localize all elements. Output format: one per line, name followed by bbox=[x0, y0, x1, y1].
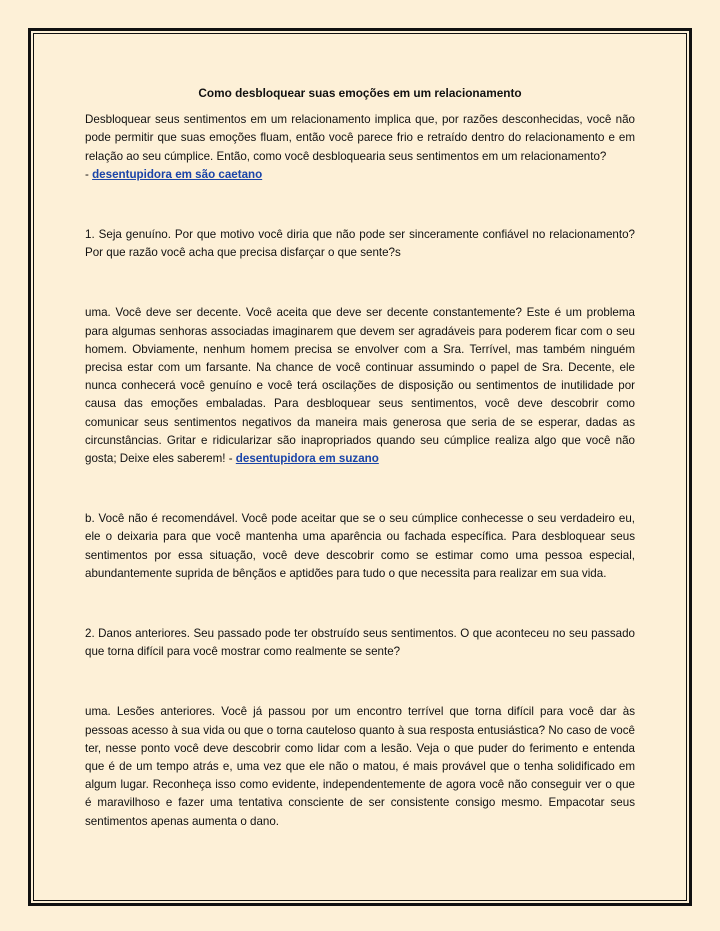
section-1b-paragraph: b. Você não é recomendável. Você pode aceitar que se o seu cúmplice conhecesse o seu verdadeiro eu, ele o deixaria para que você mantenha uma aparência ou fachada específica. Para desbloquear seus sentimentos por essa situação, você deve descobrir como se estimar como uma pessoa especial, abundantemente suprida de bênçãos e aptidões para tudo o que necessita para realizar em sua vida. bbox=[85, 512, 635, 580]
link-desentupidora-suzano[interactable]: desentupidora em suzano bbox=[235, 452, 379, 466]
spacer bbox=[85, 468, 635, 510]
intro-text: Desbloquear seus sentimentos em um relacionamento implica que, por razões desconhecidas, você não pode permitir que suas emoções fluam, então você parece frio e retraído dentro do relacionamento e em relação ao seu cúmplice. Então, como você desbloquearia seus sentimentos em um relacionamento? bbox=[85, 113, 635, 163]
section-2-paragraph: 2. Danos anteriores. Seu passado pode ter obstruído seus sentimentos. O que aconteceu no seu passado que torna difícil para você mostrar como realmente se sente? bbox=[85, 627, 635, 659]
intro-paragraph bbox=[85, 111, 635, 184]
section-1-paragraph: 1. Seja genuíno. Por que motivo você diria que não pode ser sinceramente confiável no relacionamento? Por que razão você acha que precisa disfarçar o que sente?s bbox=[85, 228, 635, 260]
document-title: Como desbloquear suas emoções em um relacionamento bbox=[198, 86, 522, 100]
section-1a-link-prefix: - bbox=[225, 452, 236, 466]
section-1a-text: uma. Você deve ser decente. Você aceita que deve ser decente constantemente? Este é um problema para algumas senhoras associadas imaginarem que devem ser agradáveis para poderem ficar com o seu homem. Obviamente, nenhum homem precisa se envolver com a Sra. Terrível, mas também ninguém precisa estar com um farsante. Na chance de você continuar assumindo o papel de Sra. Decente, ele nunca conhecerá você genuíno e você terá oscilações de disposição ou sentimentos de inutilidade por causa das emoções embaladas. Para desbloquear seus sentimentos, você deve descobrir como comunicar seus sentimentos negativos da maneira mais generosa que seria de se esperar, dadas as circunstâncias. Gritar e ridicularizar são inapropriados quando seu cúmplice realiza algo que você não gosta; Deixe eles saberem! bbox=[85, 306, 635, 466]
link-desentupidora-sao-caetano[interactable]: desentupidora em são caetano bbox=[92, 167, 263, 181]
spacer bbox=[85, 583, 635, 625]
section-2a-paragraph: uma. Lesões anteriores. Você já passou por um encontro terrível que torna difícil para você dar às pessoas acesso à sua vida ou que o torna cauteloso quanto à sua resposta entusiástica? No caso de você ter, nesse ponto você deve descobrir como lidar com a lesão. Veja o que puder do ferimento e entenda que é de um tempo atrás e, uma vez que ele não o matou, é mais provável que o tenha solidificado em algum lugar. Reconheça isso como evidente, independentemente de agora você não conseguir ver o que é maravilhoso e fazer uma tentativa consciente de ser consistente consigo mesmo. Empacotar seus sentimentos apenas aumenta o dano. bbox=[85, 705, 635, 828]
document-body bbox=[85, 84, 635, 831]
spacer bbox=[85, 661, 635, 703]
spacer bbox=[85, 262, 635, 304]
intro-link-prefix: - bbox=[85, 167, 93, 181]
spacer bbox=[85, 184, 635, 226]
section-1a-paragraph bbox=[85, 304, 635, 468]
